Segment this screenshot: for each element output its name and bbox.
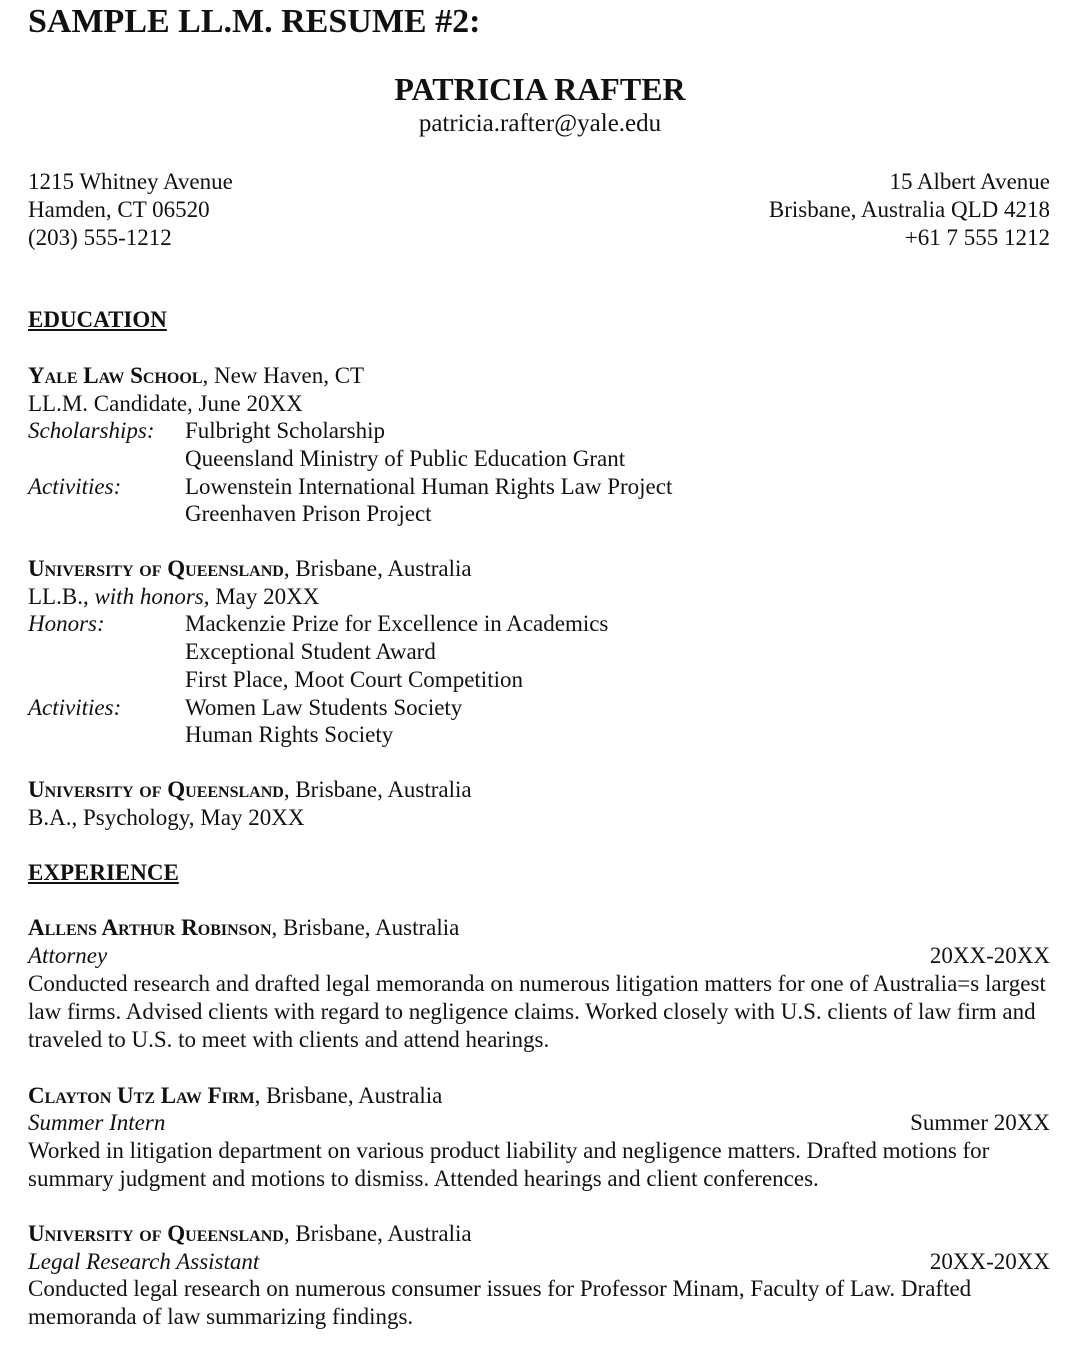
degree-honors: with honors: [94, 584, 204, 609]
job-title: Legal Research Assistant: [28, 1249, 260, 1274]
job-title: Summer Intern: [28, 1110, 166, 1135]
list-item: Fulbright Scholarship: [185, 418, 385, 443]
address-line: 1215 Whitney Avenue: [28, 169, 233, 194]
address-line: 15 Albert Avenue: [889, 169, 1050, 194]
employer-location: , Brisbane, Australia: [271, 915, 460, 940]
employer-location: , Brisbane, Australia: [254, 1083, 443, 1108]
candidate-email: patricia.rafter@yale.edu: [418, 110, 662, 137]
job-title: Attorney: [28, 943, 108, 968]
degree-line: [28, 583, 319, 611]
permanent-address: [769, 168, 1050, 252]
activities-label: Activities:: [28, 474, 122, 499]
employer-name: Allens Arthur Robinson: [28, 915, 272, 940]
school-name: University of Queensland: [28, 556, 284, 581]
address-line: Hamden, CT 06520: [28, 197, 210, 222]
employer-location: , Brisbane, Australia: [283, 1221, 472, 1246]
honors-label: Honors:: [28, 611, 105, 636]
school-line-yale: [28, 362, 364, 390]
education-heading: EDUCATION: [28, 307, 167, 332]
address-line: Brisbane, Australia QLD 4218: [768, 197, 1050, 222]
job-description: Conducted research and drafted legal memoranda on numerous litigation matters for one of Australia=s largest law firms. Advised clients with regard to negligence claims. Worked closely with U.S. clients of law firm and traveled to U.S. to meet with clients and attend hearings.: [28, 971, 1046, 1052]
school-name: Yale Law School: [28, 363, 203, 388]
job-description: Worked in litigation department on various product liability and negligence matters. Drafted motions for summary judgment and motions to dismiss. Attended hearings and client conferences.: [28, 1138, 990, 1191]
phone-number: (203) 555-1212: [28, 225, 172, 250]
list-item: Exceptional Student Award: [185, 639, 436, 664]
activities-label: Activities:: [28, 695, 122, 720]
job-dates: 20XX-20XX: [929, 1249, 1050, 1274]
school-line-uq-ba: [28, 776, 472, 804]
degree-line: B.A., Psychology, May 20XX: [28, 805, 305, 830]
degree-line: LL.M. Candidate, June 20XX: [28, 391, 303, 416]
phone-number: +61 7 555 1212: [904, 225, 1050, 250]
scholarships-label: Scholarships:: [28, 418, 155, 443]
list-item: Queensland Ministry of Public Education Grant: [185, 446, 626, 471]
employer-line: [28, 914, 459, 942]
employer-line: [28, 1220, 472, 1248]
experience-heading: EXPERIENCE: [28, 860, 179, 885]
document-title: SAMPLE LL.M. RESUME #2:: [28, 3, 481, 40]
employer-name: University of Queensland: [28, 1221, 284, 1246]
list-item: Lowenstein International Human Rights Law Project: [185, 474, 673, 499]
job-dates: Summer 20XX: [910, 1110, 1050, 1135]
employer-line: [28, 1082, 442, 1110]
school-location: , Brisbane, Australia: [283, 556, 472, 581]
school-location: , New Haven, CT: [202, 363, 365, 388]
school-location: , Brisbane, Australia: [283, 777, 472, 802]
degree-date: , May 20XX: [203, 584, 320, 609]
list-item: Human Rights Society: [185, 722, 394, 747]
list-item: First Place, Moot Court Competition: [185, 667, 523, 692]
employer-name: Clayton Utz Law Firm: [28, 1083, 255, 1108]
job-description: Conducted legal research on numerous consumer issues for Professor Minam, Faculty of Law. Drafted memoranda of law summarizing findings.: [28, 1276, 972, 1329]
school-name: University of Queensland: [28, 777, 284, 802]
school-line-uq-llb: [28, 555, 472, 583]
candidate-name: PATRICIA RAFTER: [394, 71, 686, 107]
list-item: Greenhaven Prison Project: [185, 501, 432, 526]
list-item: Mackenzie Prize for Excellence in Academics: [185, 611, 609, 636]
degree-name: LL.B.,: [28, 584, 95, 609]
home-address: [28, 168, 233, 252]
job-dates: 20XX-20XX: [929, 943, 1050, 968]
list-item: Women Law Students Society: [185, 695, 463, 720]
